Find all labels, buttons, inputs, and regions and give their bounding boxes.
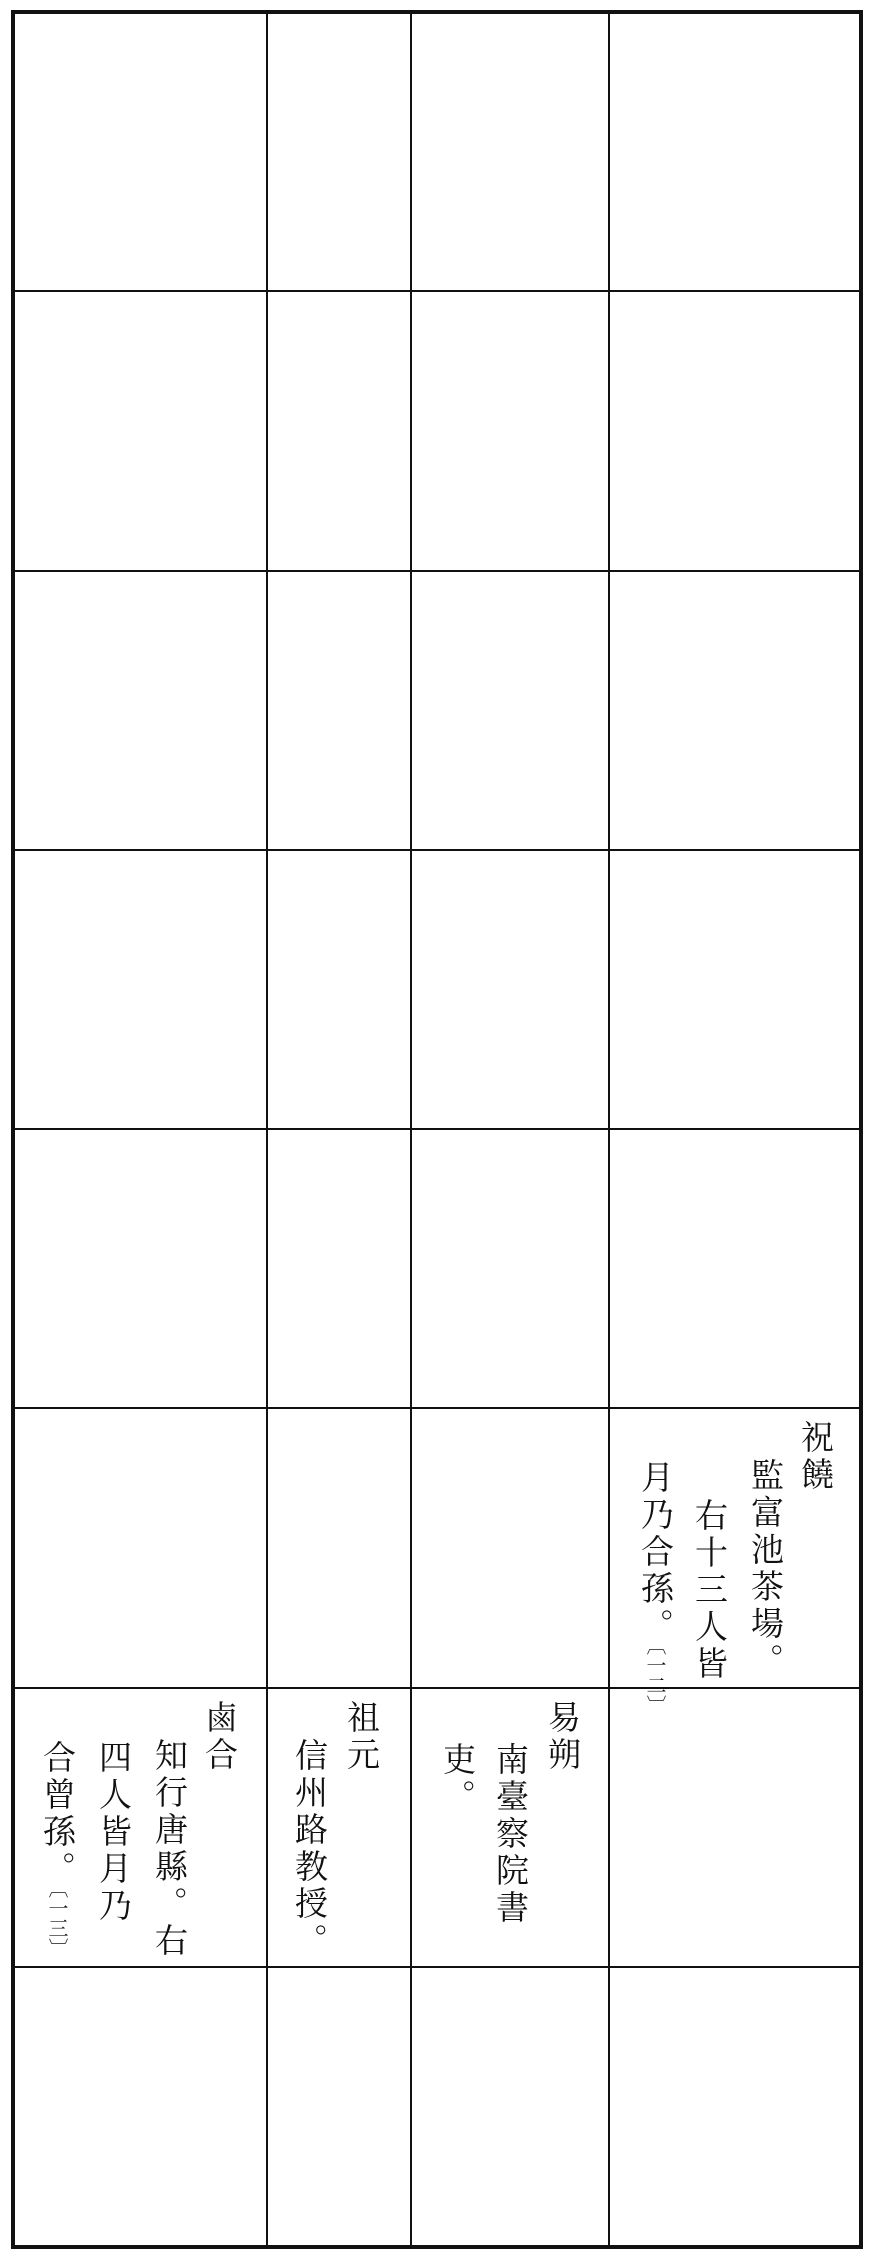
entry-zhurao (609, 1408, 861, 1715)
entry-yishuo (411, 1688, 609, 1967)
entry-note-text: 月乃合孫。 (636, 1460, 675, 1645)
entry-note-line1 (690, 1498, 729, 1683)
entry-name: 祝饒 (796, 1420, 835, 1494)
entry-detail: 知行唐縣。右 (150, 1738, 189, 1960)
entry-name: 易朔 (543, 1700, 582, 1774)
entry-note-line2 (38, 1740, 77, 1958)
entry-detail: 監富池茶場。 (746, 1458, 785, 1680)
entry-luhe (13, 1688, 267, 1967)
entry-detail-line1: 南臺察院書 (491, 1742, 530, 1927)
entry-note-line1 (94, 1740, 133, 1925)
entry-name: 祖元 (342, 1700, 381, 1774)
entry-note-line2 (636, 1460, 675, 1715)
footnote-marker: 〔一二〕 (643, 1645, 667, 1715)
entry-zuyuan (267, 1688, 411, 1967)
entry-note-text: 右十三人皆 (690, 1498, 729, 1683)
entry-note-text: 四人皆月乃 (94, 1740, 133, 1925)
entry-name: 鹵合 (200, 1700, 239, 1774)
footnote-marker: 〔一三〕 (45, 1888, 69, 1958)
entry-detail-line2: 吏。 (438, 1742, 477, 1816)
entry-note-text: 合曾孫。 (38, 1740, 77, 1888)
entry-detail: 信州路教授。 (290, 1738, 329, 1960)
